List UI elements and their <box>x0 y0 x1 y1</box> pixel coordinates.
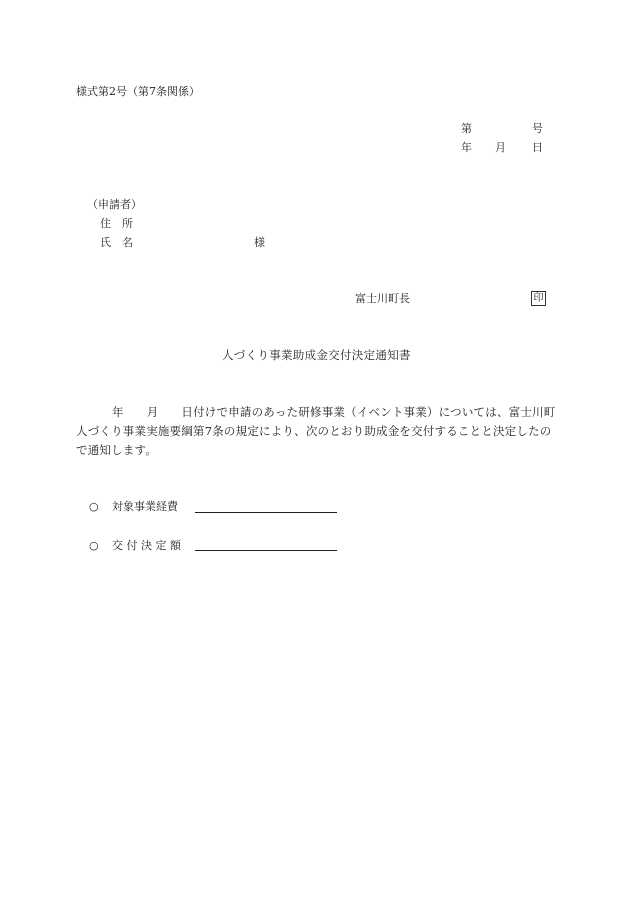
item-label-target-cost: 対象事業経費 <box>112 500 178 513</box>
number-go-label: 号 <box>532 122 543 135</box>
seal-mark: 印 <box>531 291 546 306</box>
target-cost-input-line[interactable] <box>195 512 337 513</box>
document-title: 人づくり事業助成金交付決定通知書 <box>222 348 411 362</box>
body-paragraph <box>76 403 556 460</box>
applicant-heading: （申請者） <box>87 198 142 211</box>
applicant-name-label: 氏 名 <box>100 236 133 249</box>
date-month-label: 月 <box>495 141 506 154</box>
date-day-label: 日 <box>532 141 543 154</box>
number-dai-label: 第 <box>461 122 472 135</box>
body-year: 年 <box>112 405 124 419</box>
decided-amount-input-line[interactable] <box>195 550 337 551</box>
item-bullet: ○ <box>89 539 99 552</box>
item-label-decided-amount: 交 付 決 定 額 <box>112 539 181 552</box>
form-label: 様式第2号（第7条関係） <box>76 85 200 98</box>
applicant-honorific: 様 <box>254 236 265 249</box>
item-bullet: ○ <box>89 500 99 513</box>
date-year-label: 年 <box>461 141 472 154</box>
body-text: 日付けで申請のあった研修事業（イベント事業）については、富士川町人づくり事業実施要綱第7条の規定により、次のとおり助成金を交付することと決定したので通知します。 <box>76 405 556 457</box>
issuer-name: 富士川町長 <box>355 292 410 305</box>
body-month: 月 <box>146 405 159 419</box>
applicant-address-label: 住 所 <box>100 217 133 230</box>
